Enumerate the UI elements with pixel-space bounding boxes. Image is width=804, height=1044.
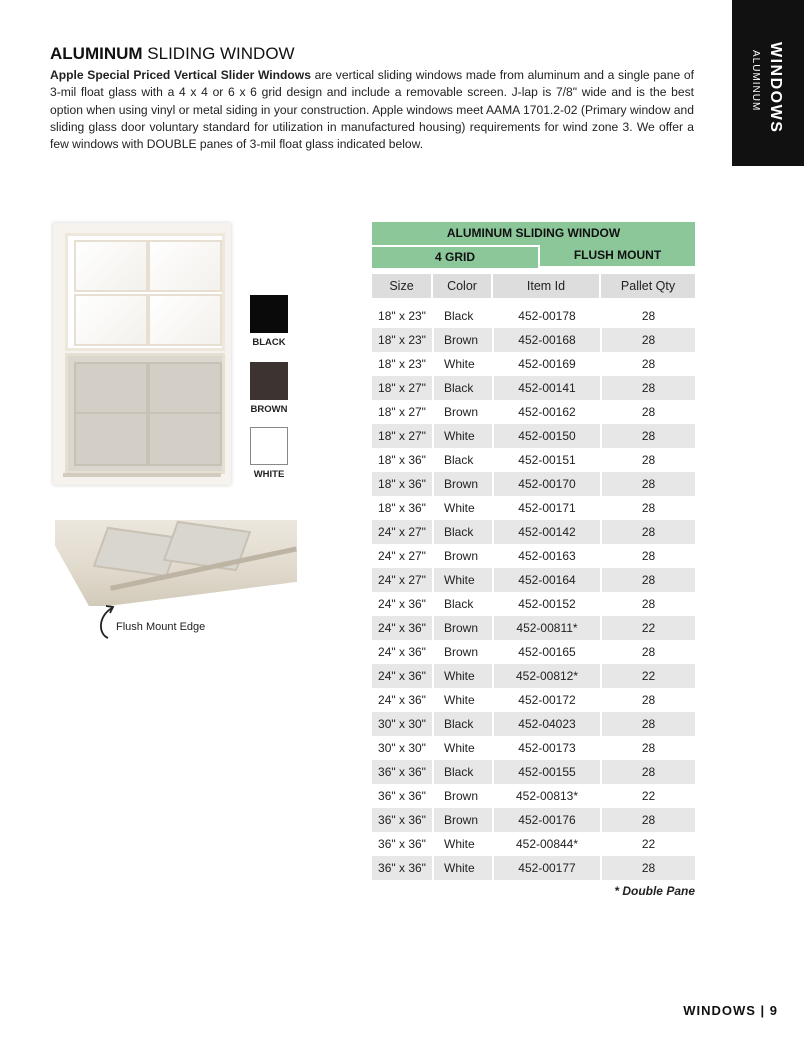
swatch-white — [250, 427, 288, 465]
cell-size: 30" x 30" — [378, 741, 426, 755]
cell-item-id: 452-00176 — [518, 813, 576, 827]
table-column-headers — [372, 274, 695, 298]
cell-color: White — [444, 861, 475, 875]
section-tab-subtitle: ALUMINUM — [750, 50, 761, 112]
cell-size: 18" x 23" — [378, 357, 426, 371]
table-row — [372, 616, 695, 640]
cell-item-id: 452-00150 — [518, 429, 576, 443]
curved-arrow-icon — [96, 600, 118, 642]
cell-item-id: 452-00169 — [518, 357, 576, 371]
cell-pallet-qty: 28 — [641, 741, 656, 755]
swatch-brown — [250, 362, 288, 400]
cell-pallet-qty: 28 — [641, 549, 656, 563]
cell-item-id: 452-00844* — [515, 837, 579, 851]
cell-size: 24" x 27" — [378, 549, 426, 563]
cell-color: White — [444, 573, 475, 587]
cell-item-id: 452-00170 — [518, 477, 576, 491]
cell-pallet-qty: 28 — [641, 861, 656, 875]
cell-color: White — [444, 357, 475, 371]
cell-color: Brown — [444, 405, 479, 419]
table-row — [372, 544, 695, 568]
table-row — [372, 688, 695, 712]
section-tab-title: WINDOWS — [767, 42, 784, 134]
section-tab — [732, 0, 804, 166]
cell-item-id: 452-00177 — [518, 861, 576, 875]
cell-color: White — [444, 429, 475, 443]
col-header-pallet-qty: Pallet Qty — [601, 274, 695, 298]
window-sill — [63, 473, 221, 477]
cell-pallet-qty: 28 — [641, 765, 656, 779]
cell-pallet-qty: 28 — [641, 477, 656, 491]
cell-size: 24" x 36" — [378, 645, 426, 659]
cell-item-id: 452-00168 — [518, 333, 576, 347]
cell-color: Brown — [444, 477, 479, 491]
cell-size: 18" x 36" — [378, 477, 426, 491]
cell-size: 36" x 36" — [378, 837, 426, 851]
cell-pallet-qty: 28 — [641, 693, 656, 707]
cell-pallet-qty: 28 — [641, 333, 656, 347]
table-title — [372, 222, 695, 245]
double-pane-footnote: * Double Pane — [614, 884, 695, 898]
cell-size: 36" x 36" — [378, 861, 426, 875]
window-product-image — [53, 223, 231, 485]
cell-item-id: 452-00813* — [515, 789, 579, 803]
cell-size: 18" x 36" — [378, 501, 426, 515]
intro-lead: Apple Special Priced Vertical Slider Windows — [50, 68, 311, 82]
cell-pallet-qty: 28 — [641, 573, 656, 587]
cell-pallet-qty: 22 — [641, 669, 656, 683]
cell-size: 36" x 36" — [378, 813, 426, 827]
cell-pallet-qty: 28 — [641, 813, 656, 827]
flush-mount-caption: Flush Mount Edge — [116, 621, 206, 633]
cell-item-id: 452-00142 — [518, 525, 576, 539]
table-row — [372, 472, 695, 496]
cell-pallet-qty: 28 — [641, 645, 656, 659]
window-upper-sash — [65, 233, 225, 351]
table-row — [372, 712, 695, 736]
page-title-bold: ALUMINUM — [50, 44, 143, 63]
swatch-black — [250, 295, 288, 333]
cell-size: 24" x 36" — [378, 693, 426, 707]
cell-size: 24" x 36" — [378, 621, 426, 635]
col-header-size: Size — [372, 274, 431, 298]
cell-item-id: 452-00165 — [518, 645, 576, 659]
subheader-mount: FLUSH MOUNT — [573, 248, 662, 262]
swatch-label-black: BLACK — [252, 337, 286, 348]
cell-size: 18" x 27" — [378, 381, 426, 395]
table-row — [372, 448, 695, 472]
cell-pallet-qty: 28 — [641, 525, 656, 539]
cell-item-id: 452-00141 — [518, 381, 576, 395]
cell-color: Black — [444, 453, 474, 467]
cell-color: Black — [444, 597, 474, 611]
table-row — [372, 424, 695, 448]
table-row — [372, 520, 695, 544]
cell-size: 36" x 36" — [378, 789, 426, 803]
cell-color: White — [444, 669, 475, 683]
col-header-item-id: Item Id — [493, 274, 599, 298]
cell-pallet-qty: 22 — [641, 621, 656, 635]
cell-item-id: 452-00151 — [518, 453, 576, 467]
cell-color: Brown — [444, 621, 479, 635]
cell-pallet-qty: 28 — [641, 405, 656, 419]
cell-pallet-qty: 28 — [641, 597, 656, 611]
intro-paragraph — [50, 67, 694, 153]
cell-pallet-qty: 28 — [641, 357, 656, 371]
table-row — [372, 664, 695, 688]
table-row — [372, 640, 695, 664]
table-row — [372, 400, 695, 424]
cell-size: 18" x 23" — [378, 333, 426, 347]
cell-color: Brown — [444, 549, 479, 563]
table-row — [372, 832, 695, 856]
cell-color: White — [444, 741, 475, 755]
cell-size: 18" x 36" — [378, 453, 426, 467]
cell-pallet-qty: 28 — [641, 381, 656, 395]
cell-size: 24" x 36" — [378, 669, 426, 683]
table-subheader — [372, 245, 695, 268]
table-row — [372, 304, 695, 328]
cell-color: White — [444, 693, 475, 707]
swatch-label-white: WHITE — [253, 469, 285, 480]
cell-item-id: 452-00811* — [516, 621, 578, 635]
cell-size: 24" x 27" — [378, 573, 426, 587]
cell-item-id: 452-00162 — [518, 405, 576, 419]
cell-size: 18" x 27" — [378, 429, 426, 443]
cell-color: Brown — [444, 813, 479, 827]
cell-pallet-qty: 22 — [641, 837, 656, 851]
page-title — [50, 44, 295, 64]
table-row — [372, 568, 695, 592]
table-title-text: ALUMINUM SLIDING WINDOW — [446, 226, 621, 240]
cell-color: Black — [444, 717, 474, 731]
col-header-color: Color — [433, 274, 491, 298]
table-row — [372, 760, 695, 784]
cell-pallet-qty: 28 — [641, 453, 656, 467]
cell-item-id: 452-00152 — [518, 597, 576, 611]
cell-pallet-qty: 22 — [641, 789, 656, 803]
cell-color: Black — [444, 765, 474, 779]
intro-body: are vertical sliding windows made from aluminum and a single pane of 3-mil float glass with a 4 x 4 or 6 x 6 grid design and include a removable screen. J-lap is 7/8" wide and is the best option when using vinyl or metal siding in your construction. Apple windows meet AAMA 1701.2-02 (Primary window and sliding glass door voluntary standard for utilization in manufactured housing) requirements for wind zone 3. We offer a few windows with DOUBLE panes of 3-mil float glass indicated below. — [50, 68, 694, 152]
cell-size: 24" x 36" — [378, 597, 426, 611]
page-title-rest: SLIDING WINDOW — [142, 44, 295, 63]
cell-pallet-qty: 28 — [641, 309, 656, 323]
subheader-grid: 4 GRID — [434, 250, 475, 264]
cell-item-id: 452-00155 — [518, 765, 576, 779]
cell-color: Black — [444, 381, 474, 395]
cell-pallet-qty: 28 — [641, 429, 656, 443]
table-row — [372, 328, 695, 352]
cell-item-id: 452-00172 — [518, 693, 576, 707]
cell-color: Brown — [444, 789, 479, 803]
cell-pallet-qty: 28 — [641, 501, 656, 515]
swatch-label-brown: BROWN — [250, 404, 288, 415]
cell-item-id: 452-00812* — [515, 669, 579, 683]
cell-size: 36" x 36" — [378, 765, 426, 779]
cell-color: Black — [444, 525, 474, 539]
table-row — [372, 808, 695, 832]
table-row — [372, 352, 695, 376]
cell-color: Black — [444, 309, 474, 323]
cell-color: White — [444, 837, 475, 851]
cell-item-id: 452-00171 — [518, 501, 576, 515]
table-row — [372, 376, 695, 400]
table-row — [372, 592, 695, 616]
cell-item-id: 452-04023 — [518, 717, 576, 731]
page-footer: WINDOWS | 9 — [683, 1003, 778, 1018]
table-row — [372, 496, 695, 520]
table-row — [372, 736, 695, 760]
cell-size: 18" x 23" — [378, 309, 426, 323]
cell-size: 24" x 27" — [378, 525, 426, 539]
cell-item-id: 452-00163 — [518, 549, 576, 563]
table-row — [372, 856, 695, 880]
cell-color: Brown — [444, 645, 479, 659]
cell-color: Brown — [444, 333, 479, 347]
cell-size: 18" x 27" — [378, 405, 426, 419]
cell-item-id: 452-00173 — [518, 741, 576, 755]
window-lower-sash-screen — [65, 353, 225, 474]
cell-color: White — [444, 501, 475, 515]
cell-pallet-qty: 28 — [641, 717, 656, 731]
flush-mount-edge-image — [55, 520, 297, 606]
table-row — [372, 784, 695, 808]
cell-item-id: 452-00164 — [518, 573, 576, 587]
cell-item-id: 452-00178 — [518, 309, 576, 323]
cell-size: 30" x 30" — [378, 717, 426, 731]
